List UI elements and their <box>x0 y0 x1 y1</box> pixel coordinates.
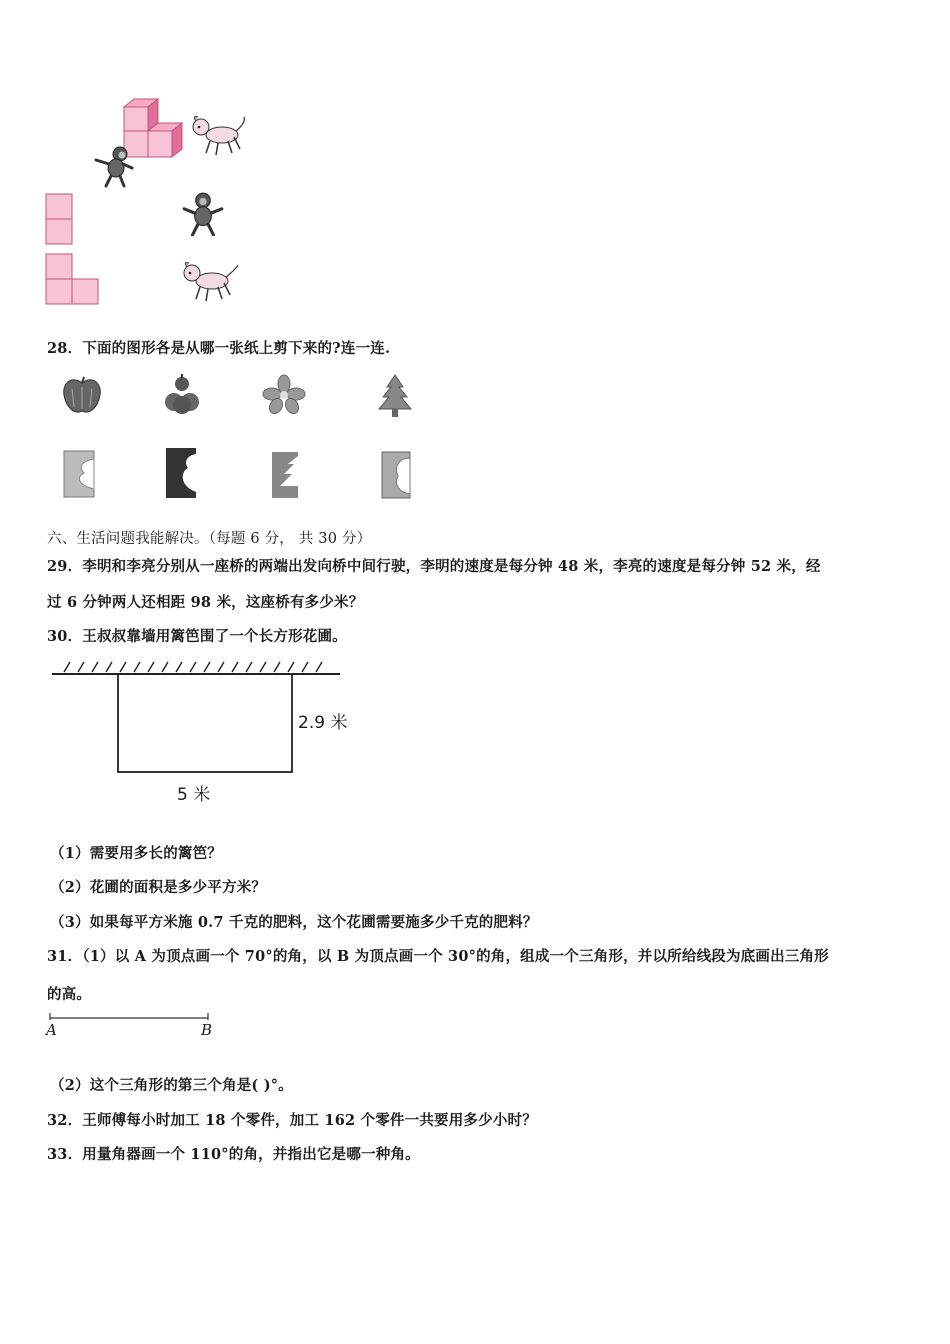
side-view-l-shape <box>45 253 99 305</box>
height-label: 2.9 米 <box>298 713 348 733</box>
dog-icon <box>188 113 250 157</box>
tree-shape-icon <box>375 373 415 419</box>
gourd-shape-icon <box>162 372 202 418</box>
q30-sub2: （2）花圃的面积是多少平方米？ <box>50 879 267 896</box>
width-label: 5 米 <box>177 785 211 805</box>
point-b-label: B <box>201 1021 213 1039</box>
q28-prompt: 28．下面的图形各是从哪一张纸上剪下来的?连一连. <box>47 340 391 357</box>
paper-tree-cutout-icon <box>270 450 300 500</box>
q30-prompt: 30．王叔叔靠墙用篱笆围了一个长方形花圃。 <box>47 628 347 645</box>
q31-line1: 31．（1）以 A 为顶点画一个 70°的角，以 B 为顶点画一个 30°的角，组成一个三角形，并以所给线段为底画出三角形 <box>47 948 829 965</box>
paper-flower-cutout-icon <box>62 449 96 499</box>
segment-ab <box>48 1012 212 1024</box>
flower-shape-icon <box>262 374 306 416</box>
q32-prompt: 32．王师傅每小时加工 18 个零件，加工 162 个零件一共要用多少小时？ <box>47 1112 537 1129</box>
q29-line2: 过 6 分钟两人还相距 98 米，这座桥有多少米？ <box>47 594 364 611</box>
paper-apple-cutout-icon <box>380 450 412 500</box>
paper-gourd-cutout-icon <box>164 446 198 500</box>
dog-icon <box>180 258 242 304</box>
q30-sub1: （1）需要用多长的篱笆？ <box>50 845 222 862</box>
q31-sub2: （2）这个三角形的第三个角是( )°。 <box>50 1077 293 1094</box>
section-title: 六、生活问题我能解决。（每题 6 分， 共 30 分） <box>47 531 372 547</box>
q29-line1: 29．李明和李亮分别从一座桥的两端出发向桥中间行驶，李明的速度是每分钟 48 米，李亮的速度是每分钟 52 米，经 <box>47 558 821 575</box>
q33-prompt: 33．用量角器画一个 110°的角，并指出它是哪一种角。 <box>47 1146 420 1163</box>
q30-sub3: （3）如果每平方米施 0.7 千克的肥料，这个花圃需要施多少千克的肥料？ <box>50 914 538 931</box>
q31-line2: 的高。 <box>47 986 92 1003</box>
apple-shape-icon <box>60 375 104 417</box>
front-view-two-squares <box>45 193 73 245</box>
point-a-label: A <box>46 1021 57 1039</box>
monkey-icon <box>180 190 226 236</box>
monkey-icon <box>92 144 136 188</box>
